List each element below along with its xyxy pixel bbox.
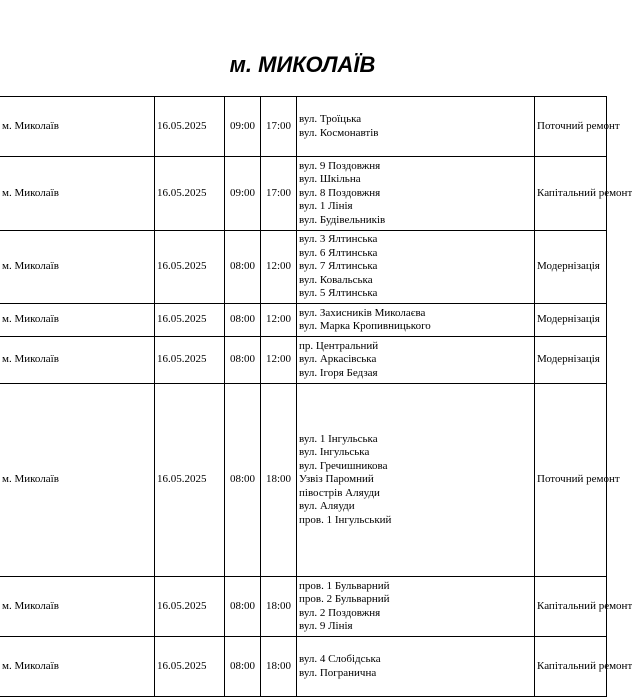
street-name: вул. Ковальська bbox=[299, 273, 373, 286]
work-type-cell: Модернізація bbox=[535, 304, 607, 337]
street-name: вул. 7 Ялтинська bbox=[299, 260, 378, 273]
street-name: вул. 2 Поздовжня bbox=[299, 606, 381, 619]
city-cell: м. Миколаїв bbox=[0, 384, 155, 577]
streets-cell bbox=[297, 97, 535, 157]
street-name: вул. Космонавтів bbox=[299, 126, 379, 139]
end-time-cell: 12:00 bbox=[261, 304, 297, 337]
streets-cell bbox=[297, 577, 535, 637]
date-cell: 16.05.2025 bbox=[155, 637, 225, 697]
street-name: вул. Інгульська bbox=[299, 446, 370, 459]
street-name: вул. Аркасівська bbox=[299, 353, 377, 366]
end-time-cell: 17:00 bbox=[261, 157, 297, 231]
start-time-cell: 08:00 bbox=[225, 384, 261, 577]
city-cell: м. Миколаїв bbox=[0, 637, 155, 697]
end-time-cell: 18:00 bbox=[261, 577, 297, 637]
outage-schedule-table bbox=[0, 96, 632, 697]
street-name: вул. Будівельників bbox=[299, 213, 386, 226]
table-row bbox=[0, 97, 607, 157]
date-cell: 16.05.2025 bbox=[155, 231, 225, 304]
streets-cell bbox=[297, 231, 535, 304]
street-name: пров. 1 Інгульський bbox=[299, 513, 392, 526]
street-name: вул. 9 Лінія bbox=[299, 619, 353, 632]
street-name: вул. 4 Слобідська bbox=[299, 653, 381, 666]
start-time-cell: 09:00 bbox=[225, 157, 261, 231]
city-cell: м. Миколаїв bbox=[0, 304, 155, 337]
street-name: пров. 1 Бульварний bbox=[299, 579, 390, 592]
end-time-cell: 17:00 bbox=[261, 97, 297, 157]
table-row bbox=[0, 157, 607, 231]
street-name: вул. Захисників Миколаєва bbox=[299, 306, 426, 319]
street-name: пров. 2 Бульварний bbox=[299, 593, 390, 606]
work-type-cell: Капітальний ремонт bbox=[535, 577, 607, 637]
street-name: вул. 9 Поздовжня bbox=[299, 159, 381, 172]
street-name: вул. 6 Ялтинська bbox=[299, 246, 378, 259]
start-time-cell: 08:00 bbox=[225, 577, 261, 637]
end-time-cell: 12:00 bbox=[261, 337, 297, 384]
start-time-cell: 08:00 bbox=[225, 231, 261, 304]
street-name: вул. 5 Ялтинська bbox=[299, 287, 378, 300]
city-cell: м. Миколаїв bbox=[0, 157, 155, 231]
date-cell: 16.05.2025 bbox=[155, 577, 225, 637]
end-time-cell: 12:00 bbox=[261, 231, 297, 304]
date-cell: 16.05.2025 bbox=[155, 304, 225, 337]
streets-cell bbox=[297, 157, 535, 231]
table-row bbox=[0, 577, 607, 637]
start-time-cell: 08:00 bbox=[225, 637, 261, 697]
city-cell: м. Миколаїв bbox=[0, 337, 155, 384]
end-time-cell: 18:00 bbox=[261, 384, 297, 577]
work-type-cell: Поточний ремонт bbox=[535, 97, 607, 157]
street-name: вул. Гречишникова bbox=[299, 459, 388, 472]
start-time-cell: 08:00 bbox=[225, 304, 261, 337]
street-name: вул. 1 Інгульська bbox=[299, 433, 378, 446]
date-cell: 16.05.2025 bbox=[155, 384, 225, 577]
street-name: пр. Центральний bbox=[299, 339, 379, 352]
city-cell: м. Миколаїв bbox=[0, 577, 155, 637]
streets-cell bbox=[297, 337, 535, 384]
street-name: півострів Аляуди bbox=[299, 486, 380, 499]
street-name: вул. Марка Кропивницького bbox=[299, 320, 431, 332]
street-name: Узвіз Паромний bbox=[299, 473, 374, 486]
table-row bbox=[0, 304, 607, 337]
page-title: м. МИКОЛАЇВ bbox=[229, 52, 376, 77]
streets-cell bbox=[297, 304, 535, 337]
street-name: вул. Троїцька bbox=[299, 113, 362, 126]
date-cell: 16.05.2025 bbox=[155, 97, 225, 157]
date-cell: 16.05.2025 bbox=[155, 337, 225, 384]
table-row bbox=[0, 231, 607, 304]
end-time-cell: 18:00 bbox=[261, 637, 297, 697]
street-name: вул. 3 Ялтинська bbox=[299, 233, 378, 246]
streets-cell bbox=[297, 637, 535, 697]
work-type-cell: Капітальний ремонт bbox=[535, 637, 607, 697]
city-cell: м. Миколаїв bbox=[0, 231, 155, 304]
work-type-cell: Модернізація bbox=[535, 337, 607, 384]
street-name: вул. Ігоря Бедзая bbox=[299, 366, 378, 379]
street-name: вул. Аляуди bbox=[299, 500, 355, 513]
streets-cell bbox=[297, 384, 535, 577]
table-row bbox=[0, 337, 607, 384]
table-row bbox=[0, 384, 607, 577]
date-cell: 16.05.2025 bbox=[155, 157, 225, 231]
start-time-cell: 08:00 bbox=[225, 337, 261, 384]
city-cell: м. Миколаїв bbox=[0, 97, 155, 157]
street-name: вул. Погранична bbox=[299, 666, 377, 679]
street-name: вул. Шкільна bbox=[299, 173, 361, 186]
work-type-cell: Модернізація bbox=[535, 231, 607, 304]
street-name: вул. 8 Поздовжня bbox=[299, 186, 381, 199]
work-type-cell: Поточний ремонт bbox=[535, 384, 607, 577]
work-type-cell: Капітальний ремонт bbox=[535, 157, 607, 231]
start-time-cell: 09:00 bbox=[225, 97, 261, 157]
street-name: вул. 1 Лінія bbox=[299, 200, 353, 213]
table-row bbox=[0, 637, 607, 697]
